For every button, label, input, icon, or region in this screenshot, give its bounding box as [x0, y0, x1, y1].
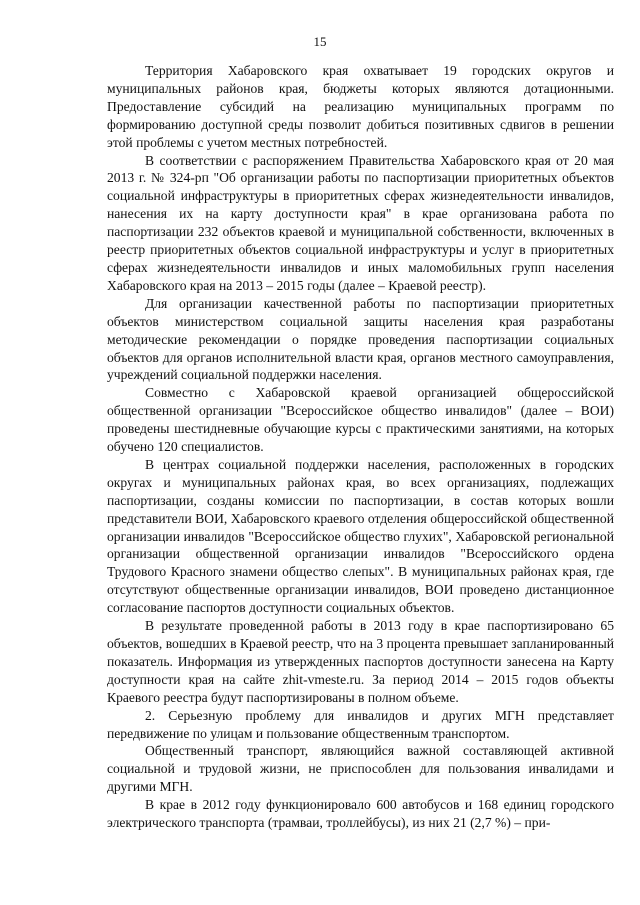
- paragraph: В крае в 2012 году функционировало 600 автобусов и 168 единиц городского электрического транспорта (трамваи, троллейбусы), из них 21 (2,7 %) – при-: [107, 797, 614, 831]
- paragraph: Территория Хабаровского края охватывает 19 городских округов и муниципальных районов края, бюджеты которых являются дотационными. Предоставление субсидий на реализацию муниципальных программ по формированию доступной среды позволит добиться позитивных сдвигов в решении этой проблемы с учетом местных потребностей.: [107, 63, 614, 150]
- paragraph: Совместно с Хабаровской краевой организацией общероссийской общественной организации "Всероссийское общество инвалидов" (далее – ВОИ) проведены шестидневные обучающие курсы с практическими занятиями, на которых обучено 120 специалистов.: [107, 385, 614, 455]
- page-number: 15: [313, 34, 327, 49]
- paragraph: 2. Серьезную проблему для инвалидов и других МГН представляет передвижение по улицам и пользование общественным транспортом.: [107, 707, 614, 741]
- paragraph: В результате проведенной работы в 2013 году в крае паспортизировано 65 объектов, вошедших в Краевой реестр, что на 3 процента превышает запланированный показатель. Информация из утвержденных паспортов доступности занесена на Карту доступности края на сайте zhit-vmeste.ru. За период 2014 – 2015 годов объекты Краевого реестра будут паспортизированы в полном объеме.: [107, 618, 614, 705]
- paragraph: В соответствии с распоряжением Правительства Хабаровского края от 20 мая 2013 г. № 324-рп "Об организации работы по паспортизации приоритетных объектов социальной инфраструктуры в приоритетных сферах жизнедеятельности инвалидов, нанесения их на карту доступности края" в крае организована работа по паспортизации 232 объектов краевой и муниципальной собственности, включенных в реестр приоритетных объектов социальной инфраструктуры и услуг в приоритетных сферах жизнедеятельности инвалидов и иных маломобильных групп населения Хабаровского края на 2013 – 2015 годы (далее – Краевой реестр).: [107, 152, 614, 293]
- paragraph: В центрах социальной поддержки населения, расположенных в городских округах и муниципальных районах края, во всех организациях, подлежащих паспортизации, созданы комиссии по паспортизации, в состав которых вошли представители ВОИ, Хабаровского краевого отделения общероссийской общественной организации инвалидов "Всероссийское общество глухих", Хабаровской региональной организации общественной организации инвалидов "Всероссийского ордена Трудового Красного знамени общество слепых". В муниципальных районах края, где отсутствуют общественные организации инвалидов, ВОИ проведено дистанционное согласование паспортов доступности социальных объектов.: [107, 456, 614, 616]
- document-body: [107, 62, 614, 832]
- paragraph: Общественный транспорт, являющийся важной составляющей активной социальной и трудовой жизни, не приспособлен для пользования инвалидами и другими МГН.: [107, 743, 614, 795]
- paragraph: Для организации качественной работы по паспортизации приоритетных объектов министерством социальной защиты населения края разработаны методические рекомендации о порядке проведения паспортизации социальных объектов для органов исполнительной власти края, органов местного самоуправления, учреждений социальной поддержки населения.: [107, 295, 614, 383]
